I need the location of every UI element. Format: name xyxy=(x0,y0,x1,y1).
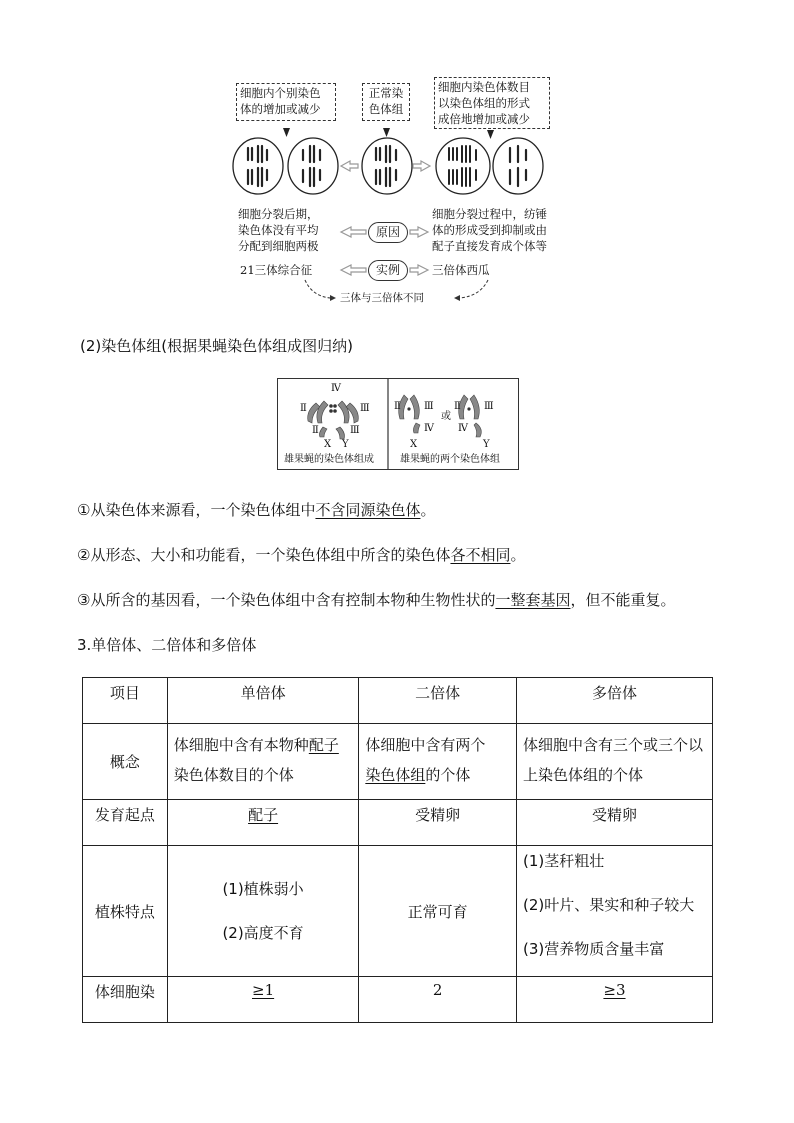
cell-4 xyxy=(436,138,490,194)
box-right-line1: 细胞内染色体数目 xyxy=(438,80,530,94)
note-text: 三体与三倍体不同 xyxy=(340,292,424,304)
example-left: 21三体综合征 xyxy=(240,263,313,277)
caption-left: 雄果蝇的染色体组成 xyxy=(284,454,374,465)
arrow-example-left xyxy=(341,265,366,275)
concept-poly-cell xyxy=(516,724,712,800)
trait-poly-1: (1)茎秆粗壮 xyxy=(522,852,605,870)
point-1-prefix: ①从染色体来源看，一个染色体组中 xyxy=(77,501,316,519)
point-1-answer: 不含同源染色体 xyxy=(315,501,421,519)
point-1 xyxy=(77,500,435,520)
cause-left-line3: 分配到细胞两极 xyxy=(238,239,319,253)
cell-poly-answer: ≥3 xyxy=(603,981,626,999)
box-mid-line1: 正常染 xyxy=(368,86,404,100)
cell-label-cell xyxy=(83,977,168,1023)
concept-diploid-answer: 染色体组 xyxy=(365,766,426,784)
concept-haploid-answer: 配子 xyxy=(308,736,339,754)
section3-title: 3.单倍体、二倍体和多倍体 xyxy=(77,636,257,654)
cause-text-left xyxy=(238,206,319,254)
table-row-traits xyxy=(83,846,713,977)
label-iii-set1: Ⅲ xyxy=(424,401,434,412)
concept-label-cell xyxy=(83,724,168,800)
label-iv-set1: Ⅳ xyxy=(424,423,434,434)
note-arrow-right xyxy=(460,280,488,298)
label-iii-lower: Ⅲ xyxy=(350,425,360,436)
point-2-suffix: 。 xyxy=(510,546,526,564)
cell-diploid-text: 2 xyxy=(432,981,443,999)
header-polyploid-text: 多倍体 xyxy=(591,684,637,702)
header-diploid-text: 二倍体 xyxy=(415,684,461,702)
concept-poly-text: 体细胞中含有三个或三个以上染色体组的个体 xyxy=(522,736,703,784)
arrow-down-left xyxy=(283,128,290,137)
concept-label: 概念 xyxy=(109,753,140,771)
header-haploid xyxy=(167,678,359,724)
point-2-prefix: ②从形态、大小和功能看，一个染色体组中所含的染色体 xyxy=(77,546,451,564)
label-y-right: Y xyxy=(483,439,490,450)
cell-2 xyxy=(288,138,338,194)
concept-haploid-post: 染色体数目的个体 xyxy=(173,766,294,784)
cell-haploid-cell xyxy=(167,977,359,1023)
example-right: 三倍体西瓜 xyxy=(432,263,490,277)
note-arrowhead-right xyxy=(454,295,460,301)
note-arrow-left xyxy=(305,280,330,298)
box-left-line2: 体的增加或减少 xyxy=(240,102,321,116)
header-item xyxy=(83,678,168,724)
cause-right-line2: 体的形成受到抑制或由 xyxy=(432,223,547,237)
header-haploid-text: 单倍体 xyxy=(240,684,286,702)
trait-haploid-1: (1)植株弱小 xyxy=(222,880,304,898)
point-1-suffix: 。 xyxy=(420,501,436,519)
point-3-answer: 一整套基因 xyxy=(495,591,571,609)
label-ii-left: Ⅱ xyxy=(300,403,307,414)
label-iii-left: Ⅲ xyxy=(360,403,370,414)
fruitfly-figure xyxy=(277,378,519,470)
arrow-cause-right xyxy=(410,227,428,237)
table-header-row xyxy=(83,678,713,724)
header-item-text: 项目 xyxy=(109,684,140,702)
trait-poly-2: (2)叶片、果实和种子较大 xyxy=(522,896,695,914)
box-left-line1: 细胞内个别染色 xyxy=(240,86,321,100)
box-right-line2: 以染色体组的形式 xyxy=(438,96,530,110)
concept-diploid-post: 的个体 xyxy=(425,766,471,784)
trait-diploid-text: 正常可育 xyxy=(407,902,468,921)
example-label: 实例 xyxy=(368,260,408,281)
arrow-cause-left xyxy=(341,227,366,237)
label-x-right: X xyxy=(410,439,418,450)
point-2 xyxy=(77,545,525,565)
trait-diploid-cell xyxy=(359,846,517,977)
trait-label-cell xyxy=(83,846,168,977)
arrow-cells-right xyxy=(413,161,430,171)
cause-label: 原因 xyxy=(368,222,408,243)
arrow-cells-left xyxy=(341,161,358,171)
concept-haploid-pre: 体细胞中含有本物种 xyxy=(173,736,309,754)
trait-poly-3: (3)营养物质含量丰富 xyxy=(522,940,665,958)
origin-diploid-cell xyxy=(359,800,517,846)
point-3-suffix: ，但不能重复。 xyxy=(570,591,676,609)
cell-3 xyxy=(362,138,412,194)
table-row-concept xyxy=(83,724,713,800)
ploidy-table xyxy=(82,677,713,1023)
label-iii-set2: Ⅲ xyxy=(484,401,494,412)
cell-poly-cell xyxy=(516,977,712,1023)
label-ii-set1: Ⅱ xyxy=(394,401,401,412)
label-y-left: Y xyxy=(342,439,349,450)
origin-haploid-cell xyxy=(167,800,359,846)
cause-left-line2: 染色体没有平均 xyxy=(238,223,319,237)
origin-haploid-answer: 配子 xyxy=(248,806,279,824)
origin-poly-text: 受精卵 xyxy=(591,806,637,824)
trait-poly-cell xyxy=(516,846,712,977)
origin-diploid-text: 受精卵 xyxy=(415,806,461,824)
label-iv-set2: Ⅳ xyxy=(458,423,468,434)
concept-diploid-pre: 体细胞中含有两个 xyxy=(365,736,486,754)
concept-haploid-cell xyxy=(167,724,359,800)
concept-diploid-cell xyxy=(359,724,517,800)
label-or: 或 xyxy=(441,411,451,422)
trait-label: 植株特点 xyxy=(94,902,155,921)
cause-right-line1: 细胞分裂过程中，纺锤 xyxy=(432,207,547,221)
arrow-example-right xyxy=(410,265,428,275)
table-row-cell xyxy=(83,977,713,1023)
point-2-answer: 各不相同 xyxy=(450,546,511,564)
label-ii-set2: Ⅱ xyxy=(454,401,461,412)
note-arrowhead-left xyxy=(330,295,336,301)
label-ii-lower: Ⅱ xyxy=(312,425,319,436)
cause-left-line1: 细胞分裂后期， xyxy=(238,207,319,221)
point-3-prefix: ③从所含的基因看，一个染色体组中含有控制本物种生物性状的 xyxy=(77,591,496,609)
box-right-line3: 成倍地增加或减少 xyxy=(438,112,530,126)
cell-1 xyxy=(233,138,283,194)
label-x-left: X xyxy=(324,439,332,450)
header-diploid xyxy=(359,678,517,724)
caption-right: 雄果蝇的两个染色体组 xyxy=(400,454,500,465)
header-polyploid xyxy=(516,678,712,724)
trait-haploid-2: (2)高度不育 xyxy=(222,924,304,942)
cell-5 xyxy=(493,138,543,194)
arrow-down-mid xyxy=(383,128,390,137)
origin-label: 发育起点 xyxy=(94,806,155,824)
section2-title: (2)染色体组(根据果蝇染色体组成图归纳) xyxy=(80,337,353,355)
origin-label-cell xyxy=(83,800,168,846)
cell-haploid-answer: ≥1 xyxy=(252,981,275,999)
arrow-down-right xyxy=(487,130,494,139)
cause-right-line3: 配子直接发育成个体等 xyxy=(432,239,547,253)
label-iv-top: Ⅳ xyxy=(331,383,341,394)
point-3 xyxy=(77,590,675,610)
origin-poly-cell xyxy=(516,800,712,846)
box-mid-line2: 色体组 xyxy=(368,102,404,116)
trait-haploid-cell xyxy=(167,846,359,977)
cell-label: 体细胞染 xyxy=(94,983,155,1001)
table-row-origin xyxy=(83,800,713,846)
cause-text-right xyxy=(432,206,547,254)
cell-diploid-cell xyxy=(359,977,517,1023)
